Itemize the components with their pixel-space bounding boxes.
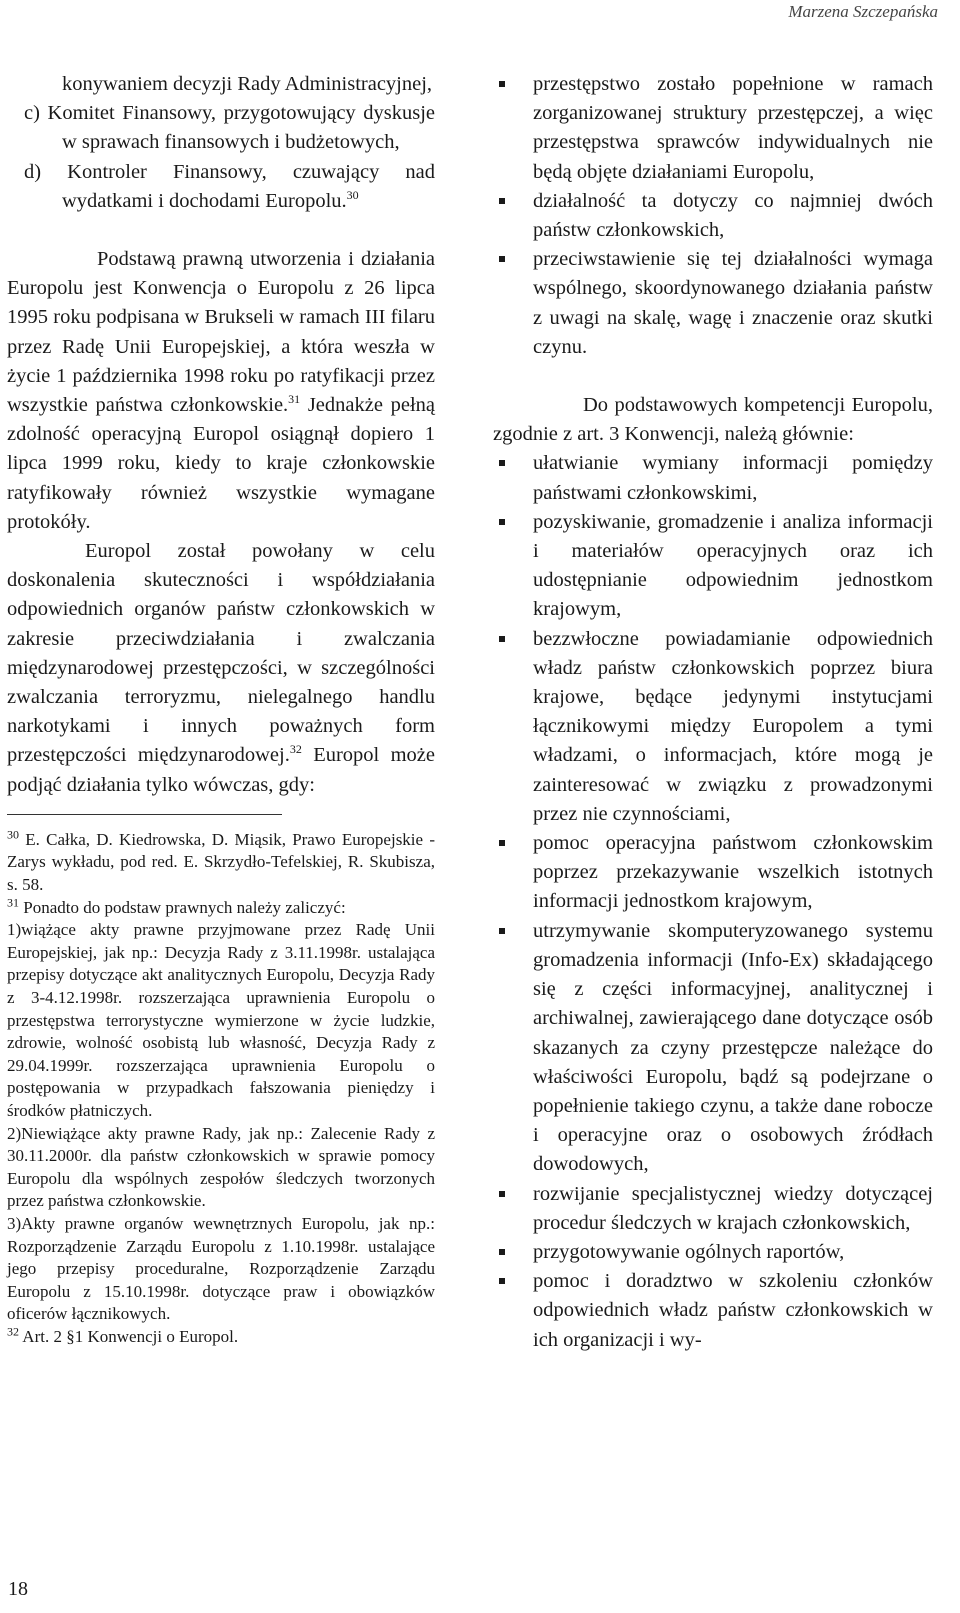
paragraph-legal-basis-part2: Jednakże pełną zdolność operacyjną Europol osiągnął dopiero 1 lipca 1999 roku, kiedy to kraje członkowskie ratyfikowały również wszystkie wymagane protokóły.	[7, 394, 435, 533]
list-item: przeciwstawienie się tej działalności wymaga wspólnego, skoordynowanego działania państw z uwagi na skalę, wagę i znaczenie oraz skutki czynu.	[493, 245, 933, 362]
footnote-32	[7, 1326, 435, 1349]
footnote-31-point-1: 1)wiążące akty prawne przyjmowane przez Radę Unii Europejskiej, jak np.: Decyzja Rady z 3.11.1998r. ustalająca przepisy dotyczące akt analitycznych Europolu, Decyzja Rady z 3-4.12.1998r. rozszerzająca uprawnienia Europolu o przestępstwa terrorystyczne wymierzone w życie ludzkie, zdrowie, wolność osobistą lub własność, Decyzja Rady z 29.04.1999r. rozszerzająca uprawnienia Europolu o postępowania w przypadkach fałszowania pieniędzy i środków płatniczych.	[7, 920, 435, 1120]
footnote-32-text: Art. 2 §1 Konwencji o Europol.	[19, 1326, 239, 1346]
list-item-c	[7, 99, 435, 157]
competences-intro: Do podstawowych kompetencji Europolu, zgodnie z art. 3 Konwencji, należą głównie:	[493, 394, 933, 446]
footnote-ref-30: 30	[346, 187, 359, 202]
footnote-30	[7, 829, 435, 897]
list-item: przygotowywanie ogólnych raportów,	[493, 1238, 933, 1267]
list-item: pozyskiwanie, gromadzenie i analiza informacji i materiałów operacyjnych oraz ich udostępnianie odpowiednim jednostkom krajowym,	[493, 508, 933, 625]
footnote-31-text: Ponadto do podstaw prawnych należy zaliczyć:	[19, 897, 346, 917]
list-item: pomoc operacyjna państwom członkowskim poprzez przekazywanie wszelkich istotnych informacji jednostkom krajowym,	[493, 829, 933, 917]
footnote-31-point-3: 3)Akty prawne organów wewnętrznych Europolu, jak np.: Rozporządzenie Zarządu Europolu z 1.10.1998r. ustalające jego przepisy proceduralne, Rozporządzenie Zarządu Europolu z 15.10.1998r. dotyczące praw i obowiązków oficerów łącznikowych.	[7, 1213, 435, 1324]
list-item-c-text: Komitet Finansowy, przygotowujący dyskusje w sprawach finansowych i budżetowych,	[47, 102, 436, 154]
running-head-author: Marzena Szczepańska	[788, 2, 938, 21]
list-marker-d: d)	[24, 160, 42, 183]
footnote-ref-32: 32	[289, 742, 302, 757]
list-item: rozwijanie specjalistycznej wiedzy dotyczącej procedur śledczych w krajach członkowskich,	[493, 1180, 933, 1238]
paragraph-purpose-part2: Europol może podjąć działania tylko wówczas, gdy:	[7, 744, 435, 796]
list-item: przestępstwo zostało popełnione w ramach zorganizowanej struktury przestępczej, a więc przestępstwa sprawców indywidualnych nie będą objęte działaniami Europolu,	[493, 70, 933, 187]
list-item-d-text: Kontroler Finansowy, czuwający nad wydatkami i dochodami Europolu.	[62, 160, 436, 212]
list-continuation: konywaniem decyzji Rady Administracyjnej,	[62, 73, 433, 95]
page-number: 18	[8, 1578, 28, 1600]
footnote-30-text: E. Całka, D. Kiedrowska, D. Miąsik, Prawo Europejskie - Zarys wykładu, pod red. E. Skrzydło-Tefelskiej, R. Skubisza, s. 58.	[7, 829, 435, 895]
right-column	[493, 70, 933, 1355]
paragraph-legal-basis-part1: Podstawą prawną utworzenia i działania Europolu jest Konwencja o Europolu z 26 lipca 1995 roku podpisana w Brukseli w ramach III filaru przez Radę Unii Europejskiej, a która weszła w życie 1 października 1998 roku po ratyfikacji przez wszystkie państwa członkowskie.	[7, 248, 435, 417]
conditions-list	[493, 70, 933, 362]
footnote-32-number: 32	[7, 1324, 19, 1339]
paragraph-purpose-part1: Europol został powołany w celu doskonalenia skuteczności i współdziałania odpowiednich organów państw członkowskich w zakresie przeciwdziałania i zwalczania międzynarodowej przestępczości, w szczególności zwalczania terroryzmu, nielegalnego handlu narkotykami i innych poważnych form przestępczości międzynarodowej.	[7, 540, 435, 767]
list-item: ułatwianie wymiany informacji pomiędzy państwami członkowskimi,	[493, 449, 933, 507]
list-item: bezzwłoczne powiadamianie odpowiednich władz państw członkowskich poprzez biura krajowe, będące jedynymi instytucjami łącznikowymi między Europolem a tymi władzami, o informacjach, które mogą je zainteresować w związku z prowadzonymi przez nie czynnościami,	[493, 625, 933, 829]
list-marker-c: c)	[24, 102, 40, 125]
footnote-ref-31: 31	[288, 392, 301, 407]
list-item-d	[7, 158, 435, 216]
left-column	[7, 70, 435, 1349]
footnote-divider	[7, 814, 282, 815]
paragraph-legal-basis	[7, 245, 435, 537]
competences-list	[493, 449, 933, 1354]
list-item: utrzymywanie skomputeryzowanego systemu gromadzenia informacji (Info-Ex) składającego się z części informacyjnej, analitycznej i archiwalnej, zawierającego dane dotyczące osób skazanych za czyny przestępcze należące do właściwości Europolu, bądź są podejrzane o popełnienie takiego czynu, a także dane robocze i operacyjne oraz o osobowych źródłach dowodowych,	[493, 917, 933, 1180]
paragraph-purpose	[7, 537, 435, 800]
list-item: działalność ta dotyczy co najmniej dwóch państw członkowskich,	[493, 187, 933, 245]
footnote-31	[7, 897, 435, 920]
footnote-31-number: 31	[7, 895, 19, 909]
footnotes	[7, 829, 435, 1349]
footnote-30-number: 30	[7, 827, 19, 842]
footnote-31-point-2: 2)Niewiążące akty prawne Rady, jak np.: Zalecenie Rady z 30.11.2000r. dla państw członkowskich w sprawie pomocy Europolu dla wspólnych zespołów śledczych tworzonych przez państwa członkowskie.	[7, 1123, 435, 1211]
list-item: pomoc i doradztwo w szkoleniu członków odpowiednich władz państw członkowskich w ich organizacji i wy-	[493, 1267, 933, 1355]
